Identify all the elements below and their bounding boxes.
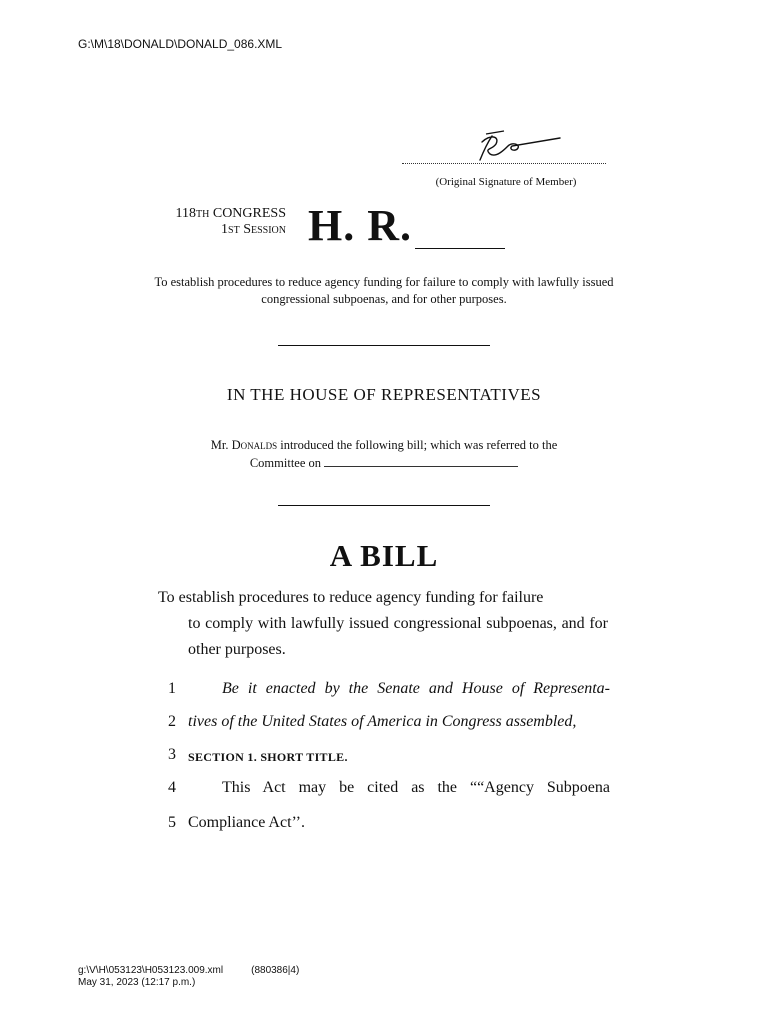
footer-doc-id: (880386|4): [251, 965, 300, 976]
long-title-first: To establish procedures to reduce agency funding for failure: [158, 589, 544, 606]
sponsor-name: Donalds: [231, 438, 278, 452]
congress-label: 118th CONGRESS: [175, 206, 286, 221]
line-number: 2: [168, 713, 176, 730]
short-description: To establish procedures to reduce agency funding for failure to comply with lawfully issued congressional subpoenas, and for other purposes.: [154, 275, 614, 306]
line-text: Be it enacted by the Senate and House of Representa-: [222, 680, 610, 697]
line-text: Compliance Act’’.: [188, 814, 305, 831]
long-title-rest: to comply with lawfully issued congressional subpoenas, and for other purposes.: [188, 615, 608, 658]
signature-caption: (Original Signature of Member): [435, 176, 577, 188]
bill-number-label: H. R.: [308, 201, 412, 250]
footer-doc-path: g:\V\H\053123\H053123.009.xml: [78, 965, 224, 976]
sponsor-prefix: Mr.: [210, 438, 229, 452]
committee-blank: [324, 455, 518, 467]
introduction: [170, 436, 598, 472]
long-title: [158, 585, 608, 663]
congress-session: [158, 206, 286, 238]
line-number: 1: [168, 680, 176, 697]
line-text: tives of the United States of America in Congress assembled,: [188, 713, 577, 730]
divider: [278, 345, 490, 346]
bill-heading: A BILL: [329, 538, 439, 573]
signature-scribble: [400, 128, 606, 168]
line-number: 4: [168, 779, 176, 796]
signature-line: [402, 163, 606, 164]
footer-timestamp: May 31, 2023 (12:17 p.m.): [78, 977, 196, 988]
signature: [400, 128, 606, 168]
committee-label: Committee on: [249, 456, 322, 470]
line-number: 5: [168, 814, 176, 831]
section-heading: SECTION 1. SHORT TITLE.: [188, 750, 348, 764]
introduction-text: introduced the following bill; which was referred to the: [280, 438, 558, 452]
chamber-heading: IN THE HOUSE OF REPRESENTATIVES: [226, 385, 542, 404]
footer: [78, 965, 299, 989]
line-number: 3: [168, 746, 176, 763]
bill-number-blank: [415, 248, 505, 249]
session-label: 1st Session: [221, 222, 286, 237]
line-text: This Act may be cited as the ““Agency Subpoena: [222, 779, 610, 796]
file-path: G:\M\18\DONALD\DONALD_086.XML: [78, 37, 283, 51]
divider: [278, 505, 490, 506]
